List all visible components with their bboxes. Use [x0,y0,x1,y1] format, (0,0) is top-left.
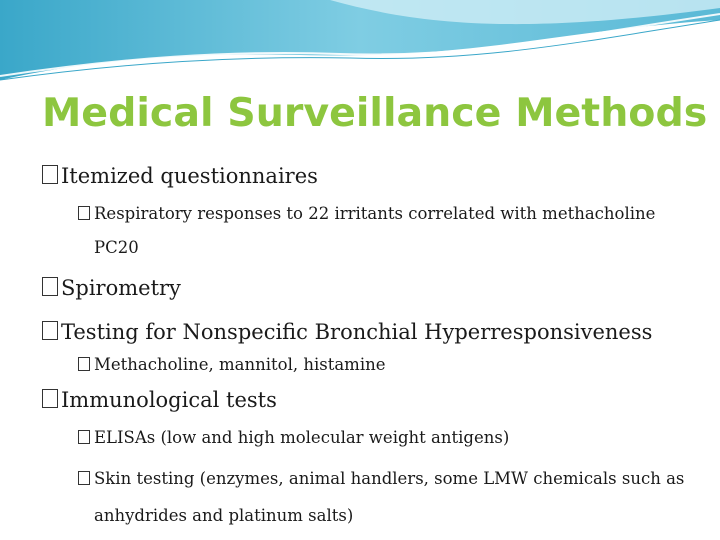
subbullet-continuation: anhydrides and platinum salts) [94,506,354,525]
bullet-box-icon [78,471,90,485]
header-wave-decoration [0,0,720,90]
bullet-immunological-tests [42,389,277,411]
slide-title: Medical Surveillance Methods [42,90,708,136]
bullet-text: Testing for Nonspecific Bronchial Hyperresponsiveness [61,320,653,344]
bullet-text: Methacholine, mannitol, histamine [94,355,386,374]
bullet-text: Itemized questionnaires [61,164,318,188]
bullet-box-icon [78,206,90,220]
subbullet-continuation: PC20 [94,238,139,257]
bullet-text: Spirometry [61,276,181,300]
bullet-box-icon [78,430,90,444]
bullet-itemized-questionnaires [42,165,318,187]
bullet-text: ELISAs (low and high molecular weight antigens) [94,428,510,447]
bullet-spirometry [42,277,181,299]
bullet-box-icon [42,321,58,340]
bullet-box-icon [42,389,58,408]
subbullet-respiratory-responses [78,206,655,223]
subbullet-methacholine [78,357,386,374]
subbullet-skin-testing [78,471,684,488]
bullet-box-icon [42,165,58,184]
bullet-box-icon [42,277,58,296]
bullet-text: Skin testing (enzymes, animal handlers, some LMW chemicals such as [94,469,685,488]
bullet-box-icon [78,357,90,371]
bullet-testing-nonspecific [42,321,652,343]
bullet-text: Immunological tests [61,388,277,412]
subbullet-elisas [78,430,509,447]
bullet-text: Respiratory responses to 22 irritants correlated with methacholine [94,204,656,223]
